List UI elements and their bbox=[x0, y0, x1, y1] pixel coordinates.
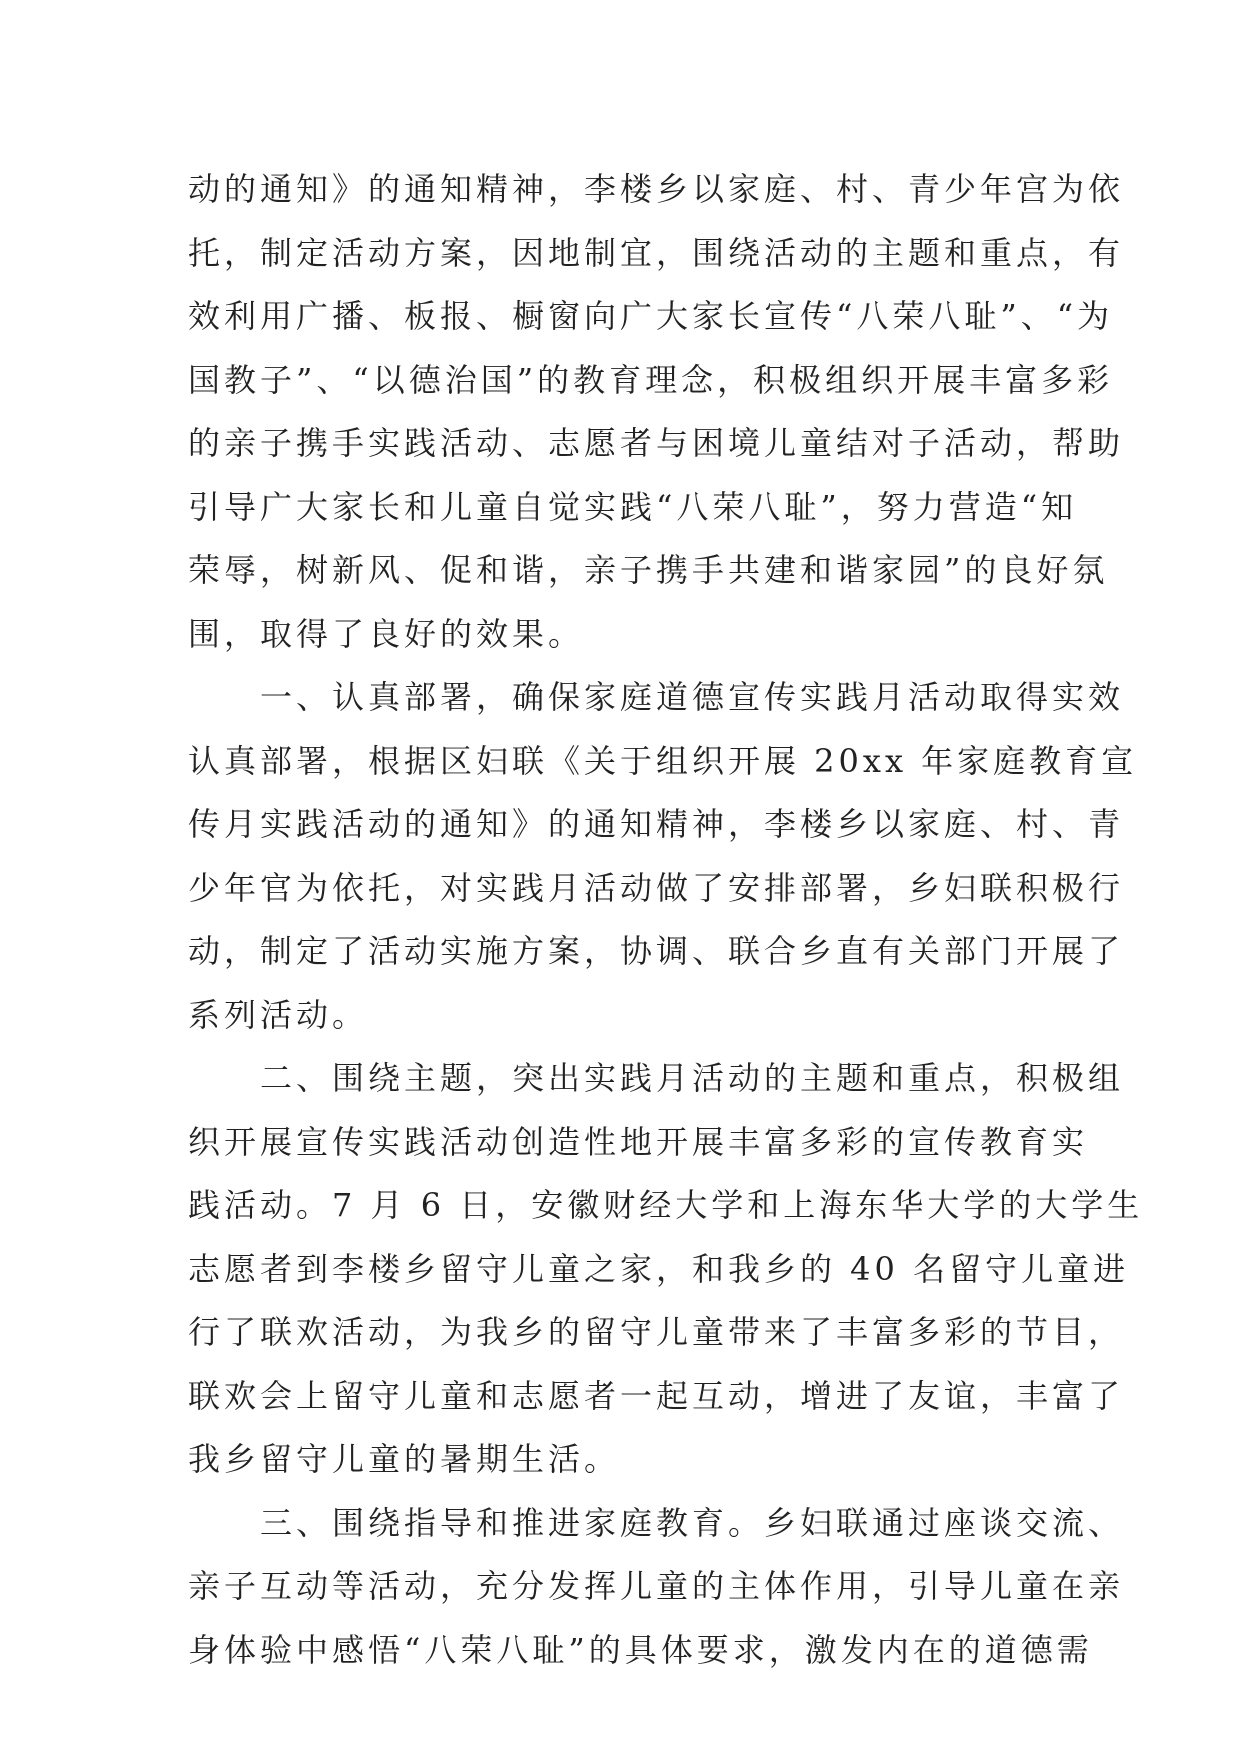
text-line: 引导广大家长和儿童自觉实践“八荣八耻”，努力营造“知 bbox=[188, 487, 1078, 526]
text-line: 亲子互动等活动，充分发挥儿童的主体作用，引导儿童在亲 bbox=[188, 1567, 1125, 1605]
text-line: 少年官为依托，对实践月活动做了安排部署，乡妇联积极行 bbox=[188, 868, 1125, 907]
text-line: 传月实践活动的通知》的通知精神，李楼乡以家庭、村、青 bbox=[188, 805, 1125, 843]
text-line: 效利用广播、板报、橱窗向广大家长宣传“八荣八耻”、“为 bbox=[188, 297, 1114, 335]
text-line: 国教子”、“以德治国”的教育理念，积极组织开展丰富多彩 bbox=[188, 360, 1114, 399]
section-heading-line: 三、围绕指导和推进家庭教育。乡妇联通过座谈交流、 bbox=[188, 1503, 1125, 1542]
document-body bbox=[188, 158, 1144, 1682]
text-line: 践活动。7 月 6 日，安徽财经大学和上海东华大学的大学生 bbox=[188, 1186, 1144, 1224]
text-line: 动的通知》的通知精神，李楼乡以家庭、村、青少年宫为依 bbox=[188, 170, 1125, 208]
text-line: 荣辱，树新风、促和谐，亲子携手共建和谐家园”的良好氛 bbox=[188, 551, 1109, 589]
text-line: 认真部署，根据区妇联《关于组织开展 20xx 年家庭教育宣 bbox=[188, 741, 1138, 780]
text-line: 围，取得了良好的效果。 bbox=[188, 614, 585, 653]
text-line: 动，制定了活动实施方案，协调、联合乡直有关部门开展了 bbox=[188, 932, 1125, 970]
text-line: 联欢会上留守儿童和志愿者一起互动，增进了友谊，丰富了 bbox=[188, 1376, 1125, 1415]
text-line: 行了联欢活动，为我乡的留守儿童带来了丰富多彩的节目， bbox=[188, 1313, 1125, 1351]
text-line: 托，制定活动方案，因地制宜，围绕活动的主题和重点，有 bbox=[188, 233, 1125, 272]
text-line: 我乡留守儿童的暑期生活。 bbox=[188, 1440, 621, 1478]
text-line: 的亲子携手实践活动、志愿者与困境儿童结对子活动，帮助 bbox=[188, 424, 1125, 462]
text-line: 身体验中感悟“八荣八耻”的具体要求，激发内在的道德需 bbox=[188, 1630, 1093, 1669]
text-line: 志愿者到李楼乡留守儿童之家，和我乡的 40 名留守儿童进 bbox=[188, 1249, 1130, 1288]
section-heading-line: 二、围绕主题，突出实践月活动的主题和重点，积极组 bbox=[188, 1059, 1125, 1097]
section-heading-line: 一、认真部署，确保家庭道德宣传实践月活动取得实效 bbox=[188, 678, 1125, 716]
text-line: 织开展宣传实践活动创造性地开展丰富多彩的宣传教育实 bbox=[188, 1122, 1089, 1161]
text-line: 系列活动。 bbox=[188, 995, 369, 1034]
